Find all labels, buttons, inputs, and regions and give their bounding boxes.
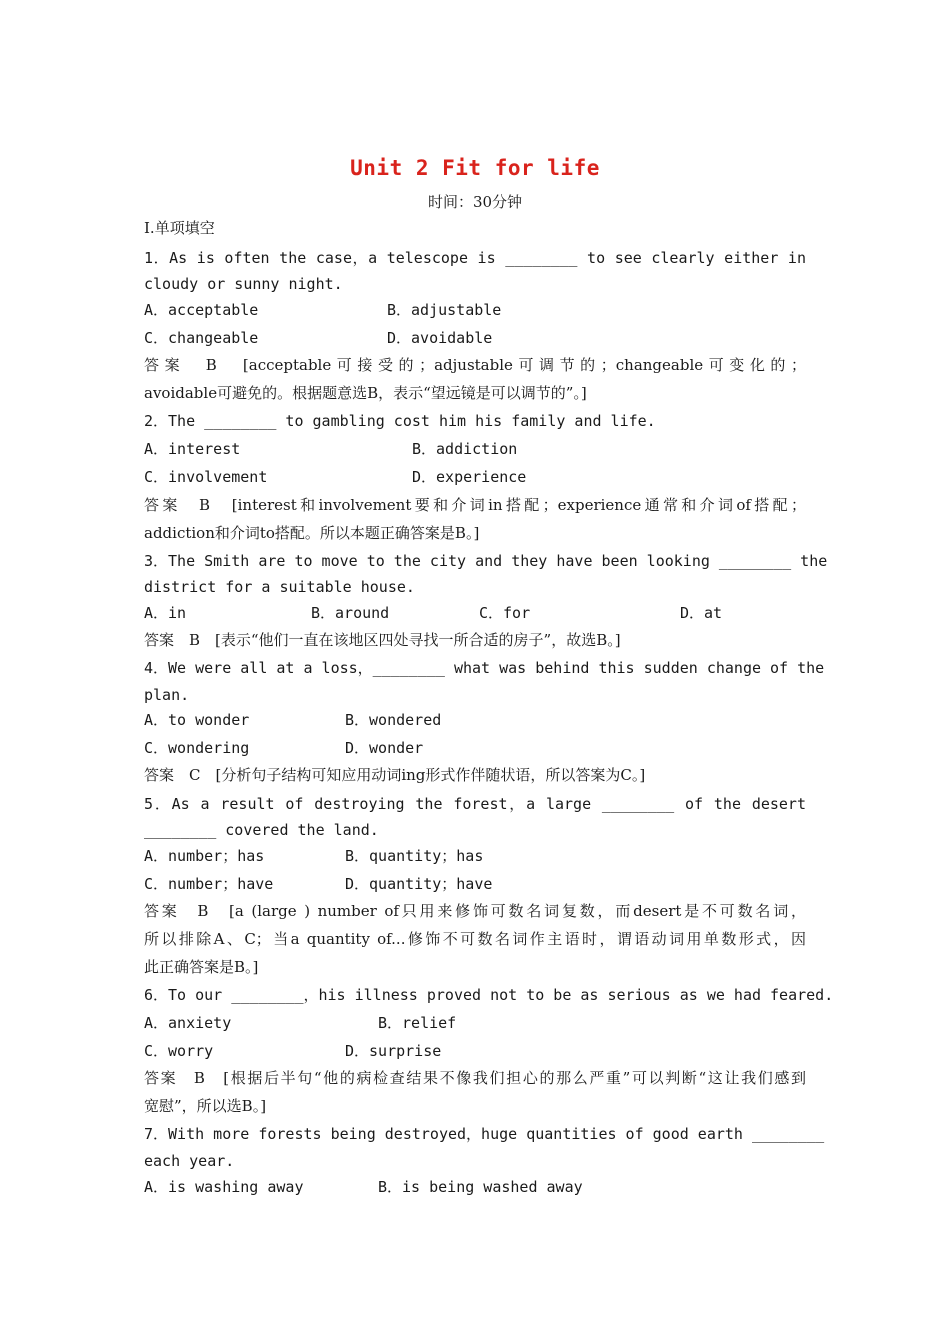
- q1-option-a: A．acceptable: [144, 301, 259, 319]
- q5-option-a: A．number；has: [144, 847, 265, 865]
- q6-answer-line-1: 答案 B [根据后半句“他的病检查结果不像我们担心的那么严重”可以判断“这让我们感到: [144, 1069, 806, 1087]
- question-5-line-2: ________ covered the land.: [144, 821, 379, 839]
- q6-option-d: D．surprise: [345, 1042, 442, 1060]
- question-3-line-1: 3．The Smith are to move to the city and they have been looking ________ the: [144, 552, 828, 570]
- q2-option-d: D．experience: [412, 468, 527, 486]
- q5-option-d: D．quantity；have: [345, 875, 493, 893]
- q5-answer-line-1: 答案 B [a (large ) number of只用来修饰可数名词复数，而desert是不可数名词，: [144, 902, 806, 920]
- q6-option-a: A．anxiety: [144, 1014, 232, 1032]
- question-6-line-1: 6．To our ________，his illness proved not to be as serious as we had feared.: [144, 986, 834, 1004]
- q5-option-b: B．quantity；has: [345, 847, 484, 865]
- q3-option-a: A．in: [144, 604, 187, 622]
- question-1-line-2: cloudy or sunny night.: [144, 275, 343, 293]
- q6-answer-line-2: 宽慰”，所以选B。]: [144, 1097, 267, 1115]
- q3-option-d: D．at: [680, 604, 723, 622]
- document-title: Unit 2 Fit for life: [350, 156, 600, 180]
- q3-option-b: B．around: [311, 604, 390, 622]
- q7-option-b: B．is being washed away: [378, 1178, 583, 1196]
- q2-answer-line-2: addiction和介词to搭配。所以本题正确答案是B。]: [144, 524, 480, 542]
- q2-option-c: C．involvement: [144, 468, 268, 486]
- q5-answer-line-3: 此正确答案是B。]: [144, 958, 259, 976]
- q1-answer-line-2: avoidable可避免的。根据题意选B，表示“望远镜是可以调节的”。]: [144, 384, 587, 402]
- question-4-line-2: plan.: [144, 686, 190, 704]
- q6-option-b: B．relief: [378, 1014, 457, 1032]
- q4-option-c: C．wondering: [144, 739, 250, 757]
- q4-option-d: D．wonder: [345, 739, 424, 757]
- q4-answer-line-1: 答案 C [分析句子结构可知应用动词ing形式作伴随状语，所以答案为C。]: [144, 766, 646, 784]
- time-limit: 时间：30分钟: [427, 193, 523, 211]
- q5-answer-line-2: 所以排除A、C；当a quantity of...修饰不可数名词作主语时，谓语动词用单数形式，因: [144, 930, 806, 948]
- q1-option-d: D．avoidable: [387, 329, 493, 347]
- question-2-line-1: 2．The ________ to gambling cost him his family and life.: [144, 412, 656, 430]
- q1-option-b: B．adjustable: [387, 301, 502, 319]
- q4-option-a: A．to wonder: [144, 711, 250, 729]
- q2-option-a: A．interest: [144, 440, 241, 458]
- q2-option-b: B．addiction: [412, 440, 518, 458]
- question-1-line-1: 1．As is often the case，a telescope is ________ to see clearly either in: [144, 249, 806, 267]
- question-7-line-1: 7．With more forests being destroyed，huge quantities of good earth ________: [144, 1125, 825, 1143]
- q6-option-c: C．worry: [144, 1042, 214, 1060]
- question-4-line-1: 4．We were all at a loss，________ what was behind this sudden change of the: [144, 659, 825, 677]
- q1-answer-line-1: 答案 B [acceptable可接受的；adjustable可调节的；changeable可变化的；: [144, 356, 806, 374]
- q3-answer-line-1: 答案 B [表示“他们一直在该地区四处寻找一所合适的房子”，故选B。]: [144, 631, 621, 649]
- q4-option-b: B．wondered: [345, 711, 442, 729]
- q3-option-c: C．for: [479, 604, 531, 622]
- q1-option-c: C．changeable: [144, 329, 259, 347]
- q7-option-a: A．is washing away: [144, 1178, 304, 1196]
- question-5-line-1: 5．As a result of destroying the forest，a large ________ of the desert: [144, 795, 806, 813]
- q2-answer-line-1: 答案 B [interest和involvement要和介词in搭配；experience通常和介词of搭配；: [144, 496, 806, 514]
- question-3-line-2: district for a suitable house.: [144, 578, 415, 596]
- q5-option-c: C．number；have: [144, 875, 274, 893]
- question-7-line-2: each year.: [144, 1152, 235, 1170]
- section-heading: Ⅰ.单项填空: [144, 219, 215, 237]
